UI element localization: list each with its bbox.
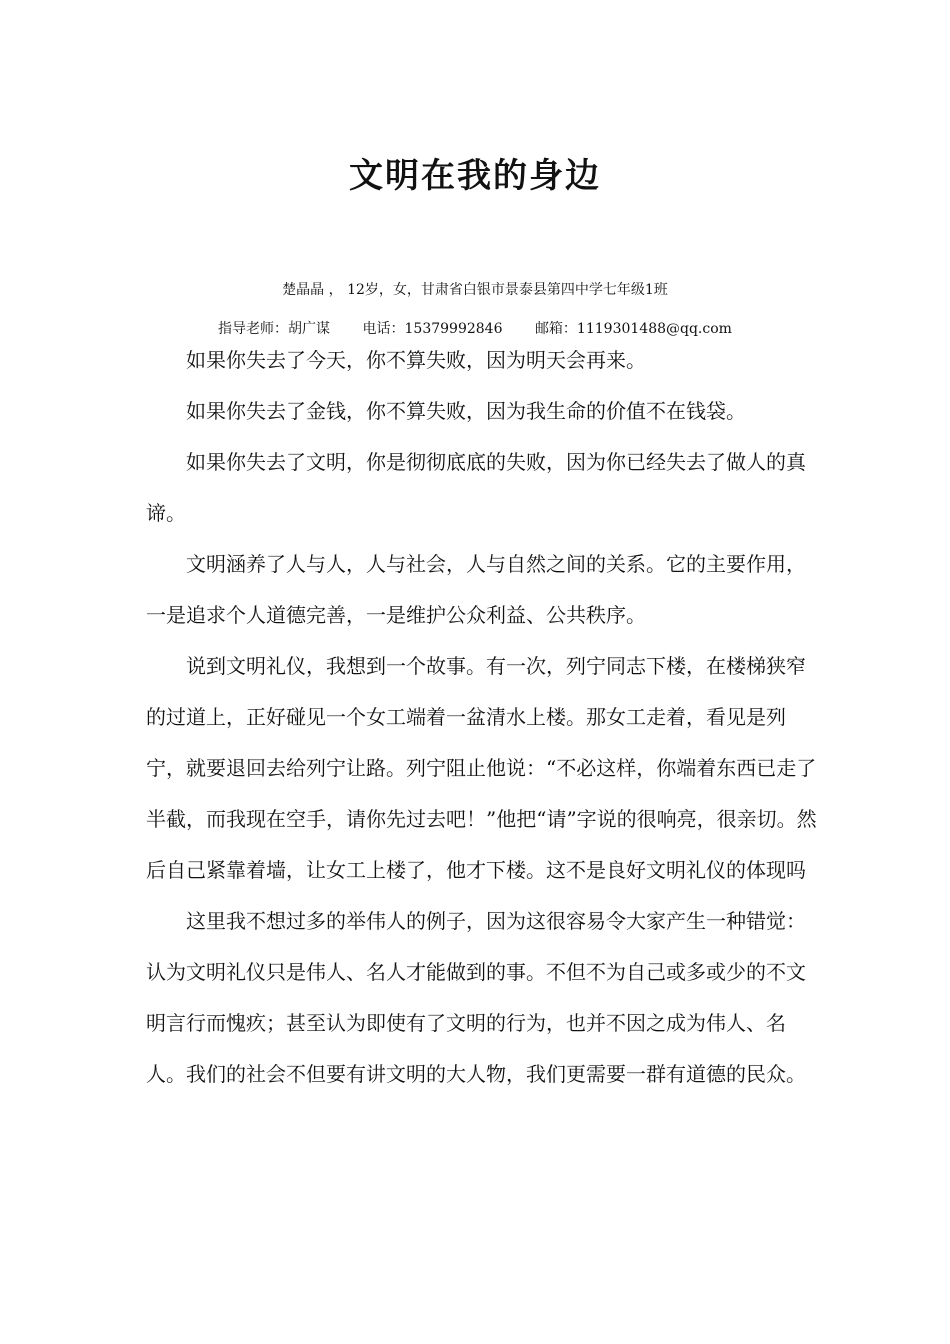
email-address: 邮箱：1119301488@qq.com [534,321,732,337]
paragraph: 这里我不想过多的举伟人的例子，因为这很容易令大家产生一种错觉：认为文明礼仪只是伟人、名人才能做到的事。不但不为自己或多或少的不文明言行而愧疚；甚至认为即使有了文明的行为，也并不因之成为伟人、名人。我们的社会不但要有讲文明的大人物，我们更需要一群有道德的民众。 [146,909,806,1086]
paragraph: 如果你失去了金钱，你不算失败，因为我生命的价值不在钱袋。 [186,399,746,423]
paragraph: 如果你失去了今天，你不算失败，因为明天会再来。 [186,348,646,372]
essay-title: 文明在我的身边 [349,156,601,196]
author-line: 楚晶晶 ， 12岁，女，甘肃省白银市景泰县第四中学七年级1班 [282,282,668,298]
paragraph: 文明涵养了人与人，人与社会，人与自然之间的关系。它的主要作用，一是追求个人道德完善，一是维护公众利益、公共秩序。 [146,552,806,627]
phone-number: 电话：15379992846 [362,321,503,337]
teacher-name: 指导老师：胡广谋 [218,321,331,337]
paragraph: 说到文明礼仪，我想到一个故事。有一次，列宁同志下楼，在楼梯狭窄的过道上，正好碰见一个女工端着一盆清水上楼。那女工走着，看见是列宁，就要退回去给列宁让路。列宁阻止他说：“不必这样，你端着东西已走了半截，而我现在空手，请你先过去吧！”他把“请”字说的很响亮，很亲切。然后自己紧靠着墙，让女工上楼了，他才下楼。这不是良好文明礼仪的体现吗 [146,654,817,882]
paragraph: 如果你失去了文明，你是彻彻底底的失败，因为你已经失去了做人的真谛。 [146,450,806,525]
essay-body [146,335,818,1100]
